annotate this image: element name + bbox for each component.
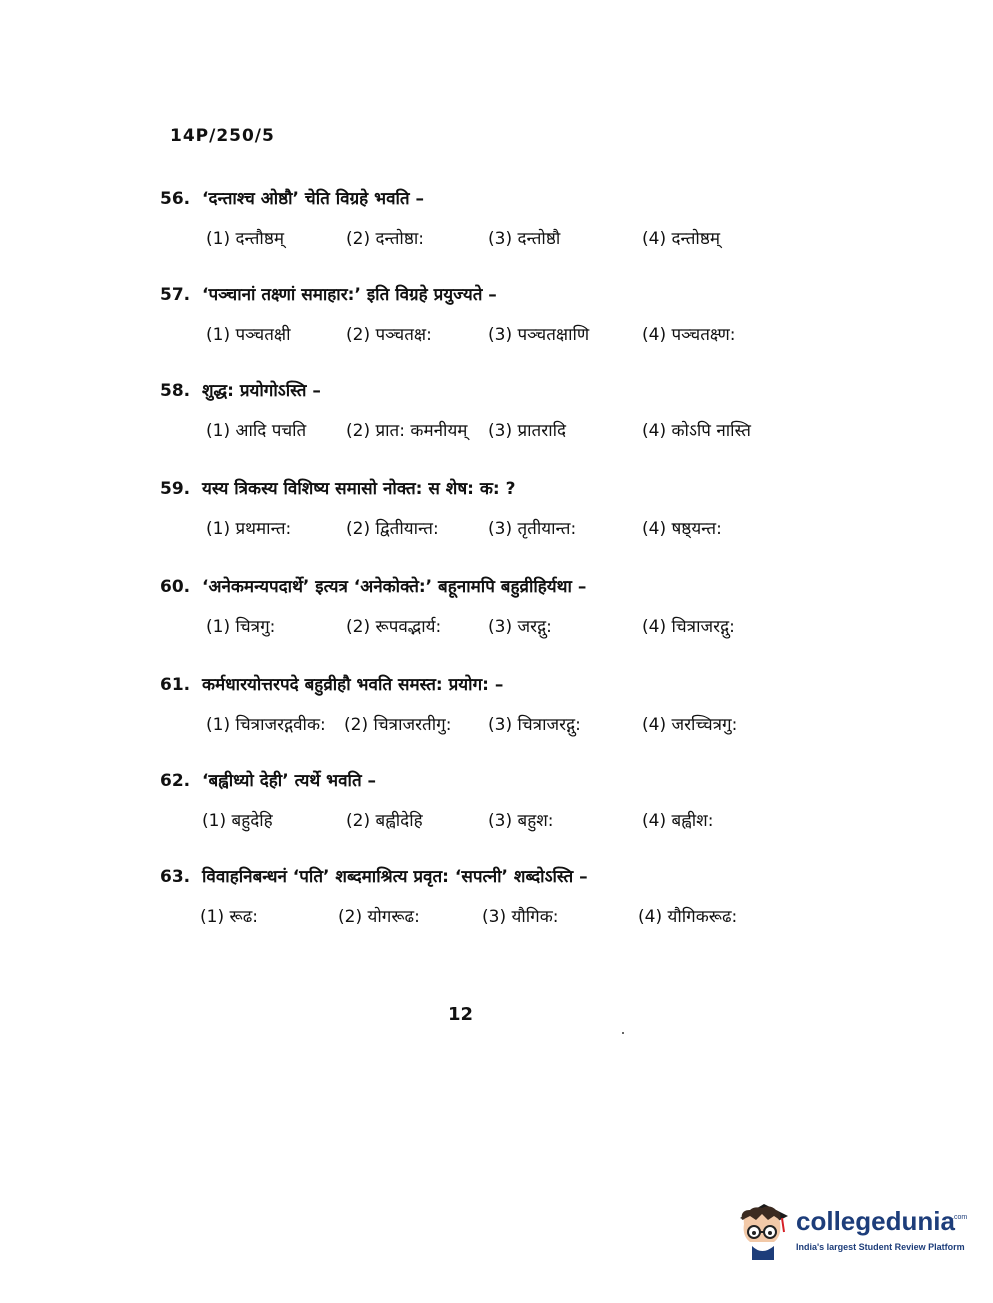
option-3: (3) तृतीयान्त:	[488, 519, 577, 539]
options	[160, 614, 800, 640]
option-2: (2) रूपवद्भार्य:	[346, 617, 442, 637]
question-number: 59.	[160, 479, 191, 499]
option-3: (3) पञ्चतक्षाणि	[488, 325, 590, 345]
question-text: यस्य त्रिकस्य विशिष्य समासो नोक्त: स शेष: क: ?	[202, 479, 516, 499]
option-1: (1) प्रथमान्त:	[206, 519, 292, 539]
options	[160, 226, 800, 252]
scan-speck	[622, 1032, 624, 1034]
question-text: ‘अनेकमन्यपदार्थे’ इत्यत्र ‘अनेकोक्ते:’ बहूनामपि बहुव्रीहिर्यथा –	[202, 577, 587, 597]
collegedunia-watermark	[734, 1196, 968, 1266]
options	[160, 322, 800, 348]
question-number: 60.	[160, 577, 191, 597]
question-text: ‘दन्ताश्च ओष्ठौ’ चेति विग्रहे भवति –	[202, 189, 425, 209]
option-3: (3) जरद्गु:	[488, 617, 552, 637]
question-59	[160, 478, 800, 542]
option-3: (3) बहुश:	[488, 811, 554, 831]
question-56	[160, 188, 800, 252]
question-number: 56.	[160, 189, 191, 209]
option-4: (4) षष्ठ्यन्त:	[642, 519, 722, 539]
option-1: (1) चित्राजरद्गवीक:	[206, 715, 326, 735]
option-4: (4) बह्वीश:	[642, 811, 714, 831]
option-4: (4) कोऽपि नास्ति	[642, 421, 751, 441]
option-3: (3) यौगिक:	[482, 907, 559, 927]
paper-code: 14P/250/5	[170, 126, 275, 146]
question-61	[160, 674, 800, 738]
option-1: (1) आदि पचति	[206, 421, 307, 441]
option-2: (2) प्रात: कमनीयम्	[346, 421, 468, 441]
question-text: कर्मधारयोत्तरपदे बहुव्रीहौ भवति समस्त: प्रयोग: –	[202, 675, 504, 695]
option-2: (2) पञ्चतक्ष:	[346, 325, 432, 345]
question-text: शुद्ध: प्रयोगोऽस्ति –	[202, 381, 321, 401]
option-1: (1) दन्तौष्ठम्	[206, 229, 285, 249]
option-3: (3) दन्तोष्ठौ	[488, 229, 561, 249]
question-63	[160, 866, 800, 930]
question-text: विवाहनिबन्धनं ‘पति’ शब्दमाश्रित्य प्रवृत: ‘सपत्नी’ शब्दोऽस्ति –	[202, 867, 588, 887]
option-4: (4) पञ्चतक्ष्ण:	[642, 325, 736, 345]
options	[160, 712, 800, 738]
question-text: ‘पञ्चानां तक्ष्णां समाहार:’ इति विग्रहे प्रयुज्यते –	[202, 285, 497, 305]
option-4: (4) यौगिकरूढ:	[638, 907, 738, 927]
options	[160, 808, 800, 834]
options	[160, 904, 800, 930]
question-60	[160, 576, 800, 640]
brand-name: collegedunia	[796, 1206, 955, 1236]
page-number: 12	[448, 1004, 474, 1025]
mascot-logo-icon	[734, 1196, 794, 1266]
option-2: (2) दन्तोष्ठा:	[346, 229, 424, 249]
question-number: 58.	[160, 381, 191, 401]
option-2: (2) योगरूढ:	[338, 907, 420, 927]
options	[160, 418, 800, 444]
option-4: (4) दन्तोष्ठम्	[642, 229, 721, 249]
option-3: (3) चित्राजरद्गु:	[488, 715, 581, 735]
question-number: 61.	[160, 675, 191, 695]
option-1: (1) चित्रगु:	[206, 617, 276, 637]
brand-domain: .com	[952, 1214, 968, 1221]
brand-tagline: India's largest Student Review Platform	[796, 1242, 965, 1252]
question-number: 62.	[160, 771, 191, 791]
question-number: 63.	[160, 867, 191, 887]
option-2: (2) द्वितीयान्त:	[346, 519, 439, 539]
option-1: (1) पञ्चतक्षी	[206, 325, 291, 345]
option-1: (1) बहुदेहि	[202, 811, 273, 831]
question-62	[160, 770, 800, 834]
question-58	[160, 380, 800, 444]
option-4: (4) जरच्चित्रगु:	[642, 715, 738, 735]
option-2: (2) बह्वीदेहि	[346, 811, 423, 831]
question-number: 57.	[160, 285, 191, 305]
options	[160, 516, 800, 542]
question-text: ‘बह्वीध्यो देही’ त्यर्थे भवति –	[202, 771, 377, 791]
option-1: (1) रूढ:	[200, 907, 258, 927]
option-3: (3) प्रातरादि	[488, 421, 567, 441]
option-2: (2) चित्राजरतीगु:	[344, 715, 452, 735]
question-57	[160, 284, 800, 348]
option-4: (4) चित्राजरद्गु:	[642, 617, 735, 637]
